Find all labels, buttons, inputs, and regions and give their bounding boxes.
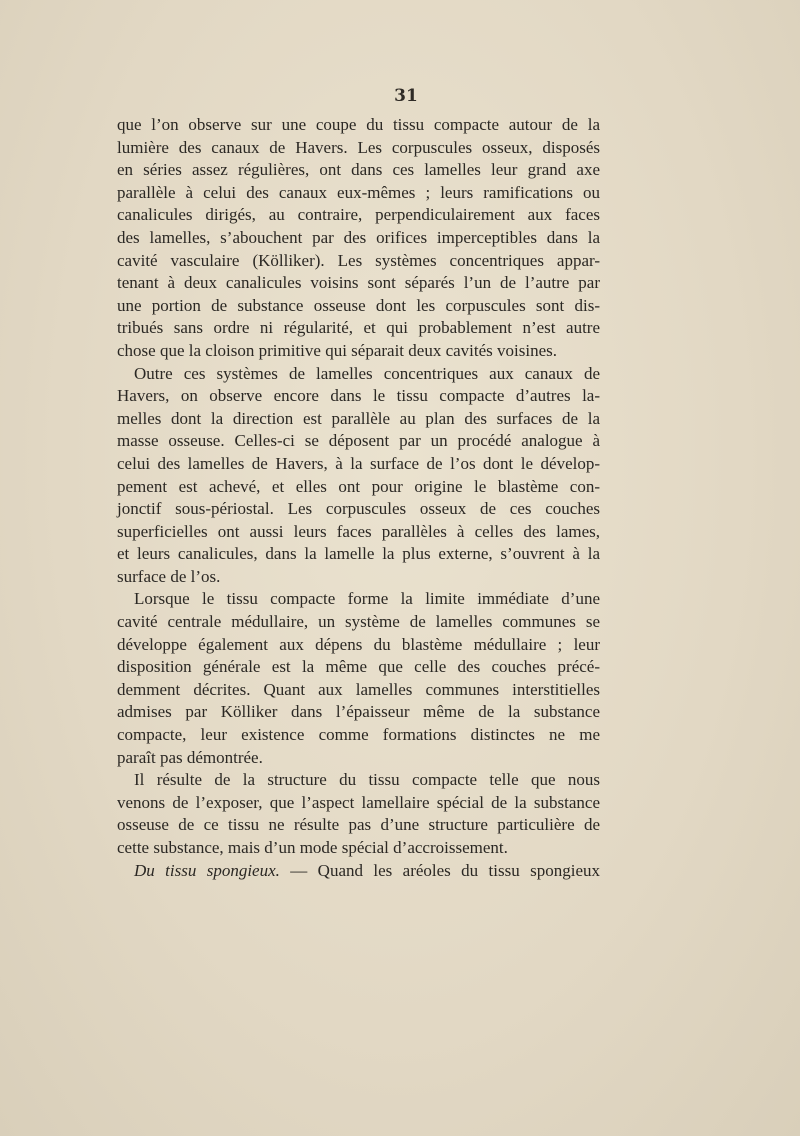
text-line: tenant à deux canalicules voisins sont séparés l’un de l’autre par: [117, 273, 600, 293]
text-line: Lorsque le tissu compacte forme la limite immédiate d’une: [134, 589, 600, 609]
text-line: Havers, on observe encore dans le tissu compacte d’autres la-: [117, 386, 600, 406]
text-line: venons de l’exposer, que l’aspect lamellaire spécial de la substance: [117, 792, 600, 812]
text-line: jonctif sous-périostal. Les corpuscules osseux de ces couches: [117, 499, 600, 519]
text-line: surface de l’os.: [117, 566, 221, 586]
text-line: cavité centrale médullaire, un système de lamelles communes se: [117, 612, 600, 632]
text-line: développe également aux dépens du blastème médullaire ; leur: [117, 634, 600, 654]
text-line: canalicules dirigés, au contraire, perpendiculairement aux faces: [117, 205, 600, 225]
text-line: Il résulte de la structure du tissu compacte telle que nous: [134, 770, 600, 790]
text-line: celui des lamelles de Havers, à la surface de l’os dont le dévelop-: [117, 453, 600, 473]
section-heading: Du tissu spongieux.: [134, 860, 280, 880]
text-line: que l’on observe sur une coupe du tissu compacte autour de la: [117, 115, 600, 134]
text-line: des lamelles, s’abouchent par des orifices imperceptibles dans la: [117, 227, 600, 247]
body-text: [117, 114, 600, 882]
text-line: une portion de substance osseuse dont les corpuscules sont dis-: [117, 295, 600, 315]
text-line: paraît pas démontrée.: [117, 747, 263, 767]
text-line: cette substance, mais d’un mode spécial d’accroissement.: [117, 838, 508, 857]
text-line: chose que la cloison primitive qui séparait deux cavités voisines.: [117, 340, 557, 360]
text-line: et leurs canalicules, dans la lamelle la plus externe, s’ouvrent à la: [117, 544, 600, 564]
text-line: osseuse de ce tissu ne résulte pas d’une structure particulière de: [117, 815, 600, 835]
text-line: demment décrites. Quant aux lamelles communes interstitielles: [117, 679, 600, 699]
text-line: compacte, leur existence comme formations distinctes ne me: [117, 725, 600, 745]
text-line: admises par Kölliker dans l’épaisseur même de la substance: [117, 702, 600, 722]
text-line: Outre ces systèmes de lamelles concentriques aux canaux de: [134, 363, 600, 383]
text-line: tribués sans ordre ni régularité, et qui probablement n’est autre: [117, 318, 600, 338]
section-heading-text: — Quand les aréoles du tissu spongieux: [279, 860, 600, 880]
text-line: cavité vasculaire (Kölliker). Les systèmes concentriques appar-: [117, 250, 600, 270]
text-line: en séries assez régulières, ont dans ces lamelles leur grand axe: [117, 160, 600, 180]
text-line: superficielles ont aussi leurs faces parallèles à celles des lames,: [117, 521, 600, 541]
page-number: 31: [394, 86, 418, 106]
text-line: lumière des canaux de Havers. Les corpuscules osseux, disposés: [117, 137, 600, 157]
text-line: disposition générale est la même que celle des couches précé-: [117, 657, 600, 677]
text-line: parallèle à celui des canaux eux-mêmes ; leurs ramifications ou: [117, 182, 600, 202]
text-line: pement est achevé, et elles ont pour origine le blastème con-: [117, 476, 600, 496]
section-heading-line: [117, 860, 600, 883]
text-line: masse osseuse. Celles-ci se déposent par un procédé analogue à: [117, 431, 600, 451]
text-line: melles dont la direction est parallèle au plan des surfaces de la: [117, 408, 600, 428]
